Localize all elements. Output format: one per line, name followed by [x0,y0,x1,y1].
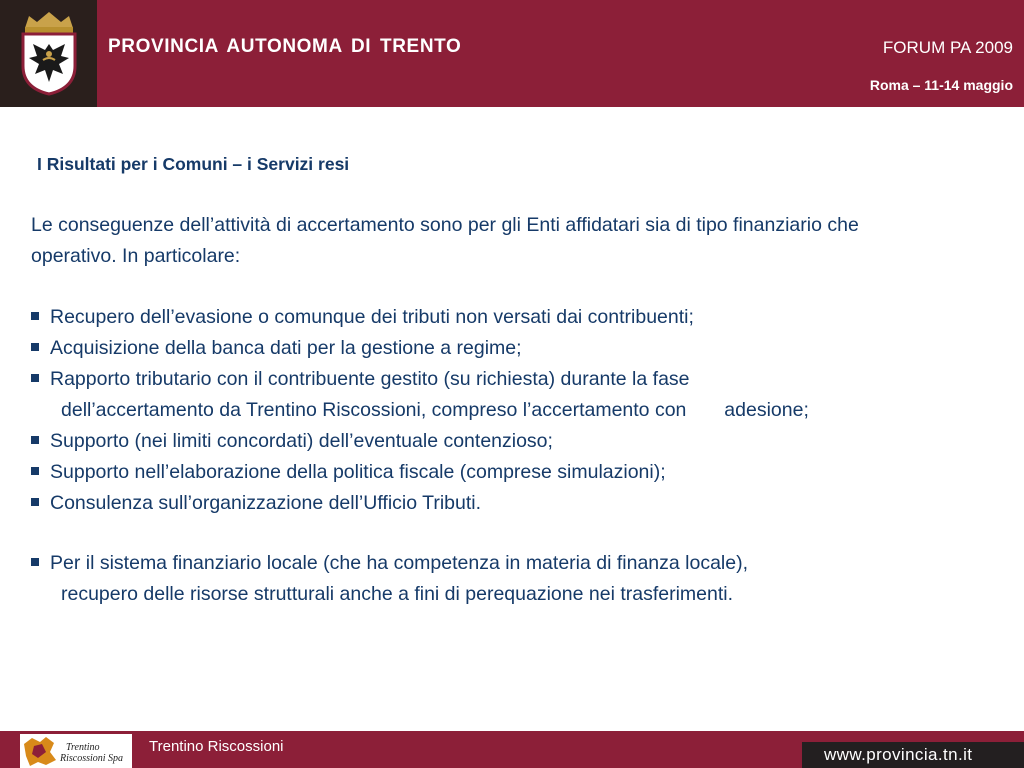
event-title: FORUM PA 2009 [882,38,1013,57]
footer-bar [0,731,1024,768]
list-item-text: Rapporto tributario con il contribuente gestito (su richiesta) durante la fase [50,368,690,390]
header-bar [0,0,1024,107]
list-item-text: Consulenza sull’organizzazione dell’Ufficio Tributi. [50,492,482,514]
crest-box [0,0,97,107]
website-link[interactable]: www.provincia.tn.it [824,745,973,764]
logo-text-line2: Riscossioni Spa [60,753,124,764]
bullet-square-icon [31,312,39,320]
bullet-square-icon [31,467,39,475]
website-box[interactable] [802,742,1024,768]
logo-map-icon [20,734,60,768]
list-item-continuation: dell’accertamento da Trentino Riscossioni, compreso l’accertamento con adesione; [61,399,809,421]
trentino-eagle-crest-icon [17,10,81,96]
list-item [31,457,666,488]
event-dates: Roma – 11-14 maggio [869,77,1013,93]
list-item-text: Supporto (nei limiti concordati) dell’eventuale contenzioso; [50,430,553,452]
bullet-square-icon [31,343,39,351]
trentino-riscossioni-logo [20,734,132,768]
list-item [31,548,748,579]
intro-paragraph: Le conseguenze dell’attività di accertamento sono per gli Enti affidatari sia di tipo finanziario che operativo. In particolare: [31,214,859,267]
footer-company-name: Trentino Riscossioni [149,738,284,755]
slide-heading: I Risultati per i Comuni – i Servizi resi [37,154,350,174]
bullet-square-icon [31,558,39,566]
list-item-text: Per il sistema finanziario locale (che ha competenza in materia di finanza locale), [50,552,749,574]
list-item-text: Supporto nell’elaborazione della politica fiscale (comprese simulazioni); [50,461,666,483]
list-item [31,333,522,364]
bullet-square-icon [31,374,39,382]
list-item [31,426,553,457]
bullet-square-icon [31,498,39,506]
list-item [31,488,481,519]
bullet-square-icon [31,436,39,444]
list-item [31,302,694,333]
list-item-continuation: recupero delle risorse strutturali anche a fini di perequazione nei trasferimenti. [61,583,734,605]
list-item-text: Recupero dell’evasione o comunque dei tributi non versati dai contribuenti; [50,306,694,328]
list-item [31,364,690,395]
organization-title: PROVINCIA AUTONOMA DI TRENTO [108,36,462,57]
logo-text-line1: Trentino [66,742,100,753]
list-item-text: Acquisizione della banca dati per la gestione a regime; [50,337,522,359]
